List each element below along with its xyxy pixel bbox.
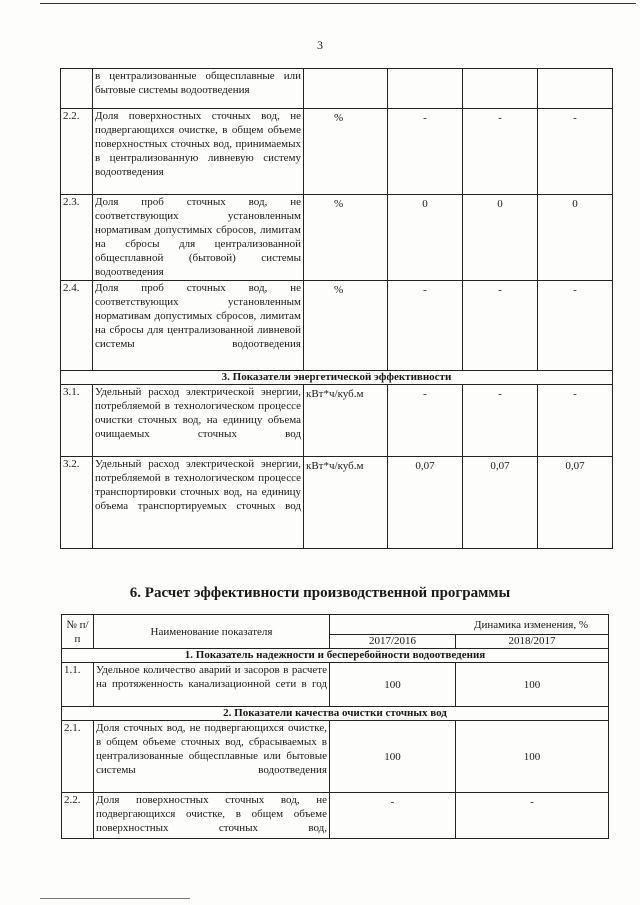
- row-number: [61, 69, 93, 109]
- row-description: Доля поверхностных сточных вод, не подвергающихся очистке, в общем объеме поверхностных сточных вод,: [94, 793, 330, 839]
- table-row: [62, 793, 609, 839]
- row-value: -: [388, 281, 463, 371]
- row-description: в централизованные общесплавные или бытовые системы водоотведения: [93, 69, 304, 109]
- column-header-number: № п/п: [62, 615, 94, 649]
- table-row: [61, 457, 613, 549]
- row-value: [463, 69, 538, 109]
- section-title: 1. Показатель надежности и бесперебойности водоотведения: [62, 649, 609, 663]
- row-number: 3.1.: [61, 385, 93, 457]
- page-bottom-mark: [40, 898, 190, 899]
- row-description: Удельный расход электрической энергии, потребляемой в технологическом процессе транспортировки сточных вод, на единицу объема транспортируемых сточных вод: [93, 457, 304, 549]
- row-number: 2.2.: [62, 793, 94, 839]
- table-row: [61, 109, 613, 195]
- row-value: -: [463, 281, 538, 371]
- column-header-name: Наименование показателя: [94, 615, 330, 649]
- column-header-dynamics: Динамика изменения, %: [330, 615, 609, 635]
- row-value: 100: [456, 663, 609, 707]
- row-value: -: [463, 385, 538, 457]
- row-value: 0: [538, 195, 613, 281]
- row-value: 0,07: [463, 457, 538, 549]
- section-title: 2. Показатели качества очистки сточных вод: [62, 707, 609, 721]
- row-value: -: [388, 109, 463, 195]
- row-unit: [304, 69, 388, 109]
- row-value: -: [388, 385, 463, 457]
- section-header-row: [62, 649, 609, 663]
- row-description: Доля проб сточных вод, не соответствующих установленным нормативам допустимых сбросов, лимитам на сбросы для централизованной общесплавной (бытовой) системы водоотведения: [93, 195, 304, 281]
- column-header-year: 2018/2017: [456, 635, 609, 649]
- row-unit: %: [304, 281, 388, 371]
- row-value: 100: [330, 721, 456, 793]
- row-unit: кВт*ч/куб.м: [304, 385, 388, 457]
- row-value: -: [456, 793, 609, 839]
- section-header-row: [61, 371, 613, 385]
- row-unit: кВт*ч/куб.м: [304, 457, 388, 549]
- table-row: [61, 69, 613, 109]
- row-value: 0,07: [388, 457, 463, 549]
- row-description: Доля сточных вод, не подвергающихся очистке, в общем объеме сточных вод, сбрасываемых в централизованные общесплавные или бытовые системы водоотведения: [94, 721, 330, 793]
- row-description: Доля проб сточных вод, не соответствующих установленным нормативам допустимых сбросов, лимитам на сбросы для централизованной ливневой системы водоотведения: [93, 281, 304, 371]
- section-6-heading: 6. Расчет эффективности производственной программы: [129, 585, 511, 601]
- row-number: 2.4.: [61, 281, 93, 371]
- row-number: 1.1.: [62, 663, 94, 707]
- row-number: 2.3.: [61, 195, 93, 281]
- row-description: Удельное количество аварий и засоров в расчете на протяженность канализационной сети в год: [94, 663, 330, 707]
- column-header-year: 2017/2016: [330, 635, 456, 649]
- row-value: 0: [463, 195, 538, 281]
- table-header-row: [62, 615, 609, 635]
- table-row: [62, 721, 609, 793]
- page-top-border: [40, 3, 636, 4]
- row-description: Доля поверхностных сточных вод, не подвергающихся очистке, в общем объеме поверхностных сточных вод, принимаемых в централизованную ливневую систему водоотведения: [93, 109, 304, 195]
- row-number: 2.2.: [61, 109, 93, 195]
- section-title: 3. Показатели энергетической эффективности: [61, 371, 613, 385]
- row-value: [538, 69, 613, 109]
- row-value: -: [538, 109, 613, 195]
- row-value: 0: [388, 195, 463, 281]
- row-unit: %: [304, 109, 388, 195]
- row-value: -: [538, 385, 613, 457]
- row-value: -: [463, 109, 538, 195]
- table-row: [61, 195, 613, 281]
- section-header-row: [62, 707, 609, 721]
- table-row: [61, 281, 613, 371]
- row-value: -: [330, 793, 456, 839]
- row-value: 0,07: [538, 457, 613, 549]
- row-value: [388, 69, 463, 109]
- row-value: -: [538, 281, 613, 371]
- table-row: [61, 385, 613, 457]
- page-number: 3: [317, 38, 323, 52]
- indicators-table: [60, 68, 613, 549]
- row-value: 100: [456, 721, 609, 793]
- row-number: 2.1.: [62, 721, 94, 793]
- efficiency-table: [61, 614, 609, 839]
- row-value: 100: [330, 663, 456, 707]
- row-number: 3.2.: [61, 457, 93, 549]
- row-description: Удельный расход электрической энергии, потребляемой в технологическом процессе очистки сточных вод, на единицу объема очищаемых сточных вод: [93, 385, 304, 457]
- table-row: [62, 663, 609, 707]
- row-unit: %: [304, 195, 388, 281]
